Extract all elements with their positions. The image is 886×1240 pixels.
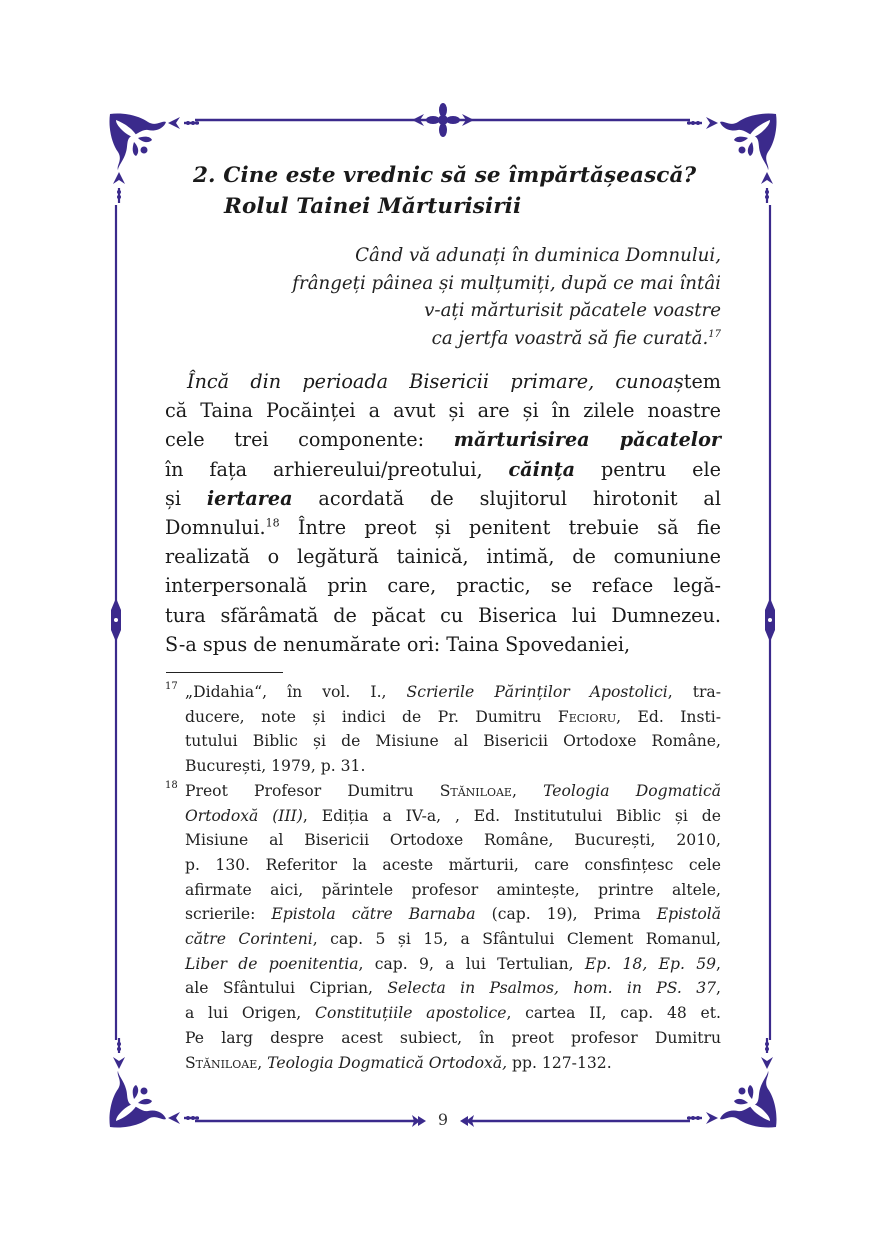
fn-italic: Liber de poenitentia [185,954,359,973]
fn-text: ale Sfântului Ciprian, [185,979,388,998]
footnote-17 [165,680,721,779]
epigraph-line-text: ca jertfa voastră să fie curată. [431,327,709,349]
body-line [165,425,721,454]
footnote-line: Pe larg despre acest subiect, în preot profesor Dumitru [185,1028,721,1047]
body-text-span: Domnului. [165,516,266,540]
footnote-line [185,952,721,977]
fn-text: , [257,1053,268,1072]
footnote-line [185,976,721,1001]
footnote-line: afirmate aici, părintele profesor amintește, printre altele, [185,880,721,899]
body-line: tura sfărâmată de păcat cu Biserica lui Dumnezeu. [165,603,721,627]
body-line: că Taina Pocăinței a avut și are și în zilele noastre [165,399,721,423]
page-number: 9 [437,1110,449,1129]
footnote-ref-18[interactable]: 18 [265,516,280,530]
fn-text: , cap. 9, a lui Tertulian, [358,954,585,973]
footnote-line: p. 130. Referitor la aceste mărturii, care consfințesc cele [185,855,721,874]
fn-italic: Epistolă [656,905,722,924]
fn-text: , [511,781,544,800]
footnote-line [185,804,721,829]
section-heading [193,160,753,222]
fn-italic: Teologia Dogmatică Ortodoxă, [267,1053,508,1072]
body-line [165,513,721,542]
body-line [165,367,721,396]
fn-text: , [716,979,721,998]
footnote-ref-17[interactable]: 17 [708,328,721,340]
fn-italic: către Corinteni [185,930,313,949]
fn-italic: Teologia Dogmatică [543,781,721,800]
footnote-line [185,705,721,730]
body-line [165,484,721,513]
heading-line-1: 2. Cine este vrednic să se împărtășească? [193,163,697,188]
body-text-span: tem [683,370,721,393]
footnote-line [185,1001,721,1026]
footnote-line [185,927,721,952]
footnote-line: București, 1979, p. 31. [185,757,366,776]
footnote-number: 17 [165,681,178,692]
fn-author-smallcaps: Stăniloae [185,1053,258,1072]
epigraph-line [165,325,721,353]
body-paragraph [165,367,721,659]
fn-text: „Didahia“, în vol. I., [185,683,407,701]
footnote-18 [165,779,721,1075]
fn-italic: Ortodoxă (III) [185,806,303,825]
body-text-span: pentru ele [575,457,721,481]
fn-italic: Constituțiile apostolice [315,1004,507,1023]
emphasis-iertarea: iertarea [206,486,293,510]
fn-text: , Ed. Insti- [616,707,722,726]
fn-text: pp. 127-132. [507,1053,612,1072]
footnote-line [185,902,721,927]
epigraph-line: frângeți pâinea și mulțumiți, după ce mai întâi [292,272,721,294]
fn-author-smallcaps: Fecioru [557,707,617,726]
heading-line-2: Rolul Tainei Mărturisirii [224,194,522,219]
epigraph-quote [165,242,721,352]
footnote-separator [166,672,283,673]
footnote-line: Misiune al Bisericii Ortodoxe Române, București, 2010, [185,831,721,850]
fn-italic: Selecta in Psalmos, hom. in PS. 37 [387,979,717,998]
fn-text: , cartea II, cap. 48 et. [506,1004,721,1023]
footnote-line [185,680,721,705]
fn-text: scrierile: [185,905,272,924]
body-line: realizată o legătură tainică, intimă, de comuniune [165,545,721,569]
fn-text: , [716,954,722,973]
emphasis-marturisirea: mărturisirea păcatelor [453,428,721,452]
fn-text: , tra- [667,683,721,701]
fn-author-smallcaps: Stăniloae [439,781,512,800]
footnote-line: tutului Biblic și de Misiune al Bisericii Ortodoxe Române, [185,732,721,751]
fn-text: ducere, note și indici de Pr. Dumitru [185,707,558,726]
footnote-line [185,779,721,804]
fn-text: , cap. 5 și 15, a Sfântului Clement Romanul, [312,930,721,949]
fn-italic: Ep. 18, Ep. 59 [584,954,717,973]
body-line [165,455,721,484]
fn-text: , Ediția a IV-a, , Ed. Institutului Biblic și de [302,806,721,825]
right-mid-fleuron-icon [765,598,775,642]
footnote-number: 18 [165,779,178,791]
corner-ornament-top-left-icon [109,113,199,203]
epigraph-line: v-ați mărturisit păcatele voastre [424,300,721,321]
fn-text: Preot Profesor Dumitru [185,781,440,800]
body-line: interpersonală prin care, practic, se reface legă- [165,574,721,598]
footnote-line [185,1051,721,1076]
body-text-span: acordată de slujitorul hirotonit al [292,486,721,510]
body-text-span: cele trei componente: [165,428,454,452]
left-mid-fleuron-icon [111,598,121,642]
emphasis-cainta: căința [508,457,576,481]
fn-italic: Scrierile Părinților Apostolici [406,683,668,701]
body-line: S-a spus de nenumărate ori: Taina Spovedaniei, [165,632,631,656]
body-text-span: și [165,486,207,510]
fn-text: a lui Origen, [185,1004,316,1023]
italic-span: Încă din perioada Bisericii primare, cunoaș [187,370,684,393]
fn-italic: Epistola către Barnaba [271,905,476,924]
body-text-span: în fața arhiereului/preotului, [165,457,509,481]
body-text-span: Între preot și penitent trebuie să fie [279,516,721,540]
footnotes [165,680,721,1075]
epigraph-line: Când vă adunați în duminica Domnului, [355,245,721,266]
fn-text: (cap. 19), Prima [475,905,657,924]
